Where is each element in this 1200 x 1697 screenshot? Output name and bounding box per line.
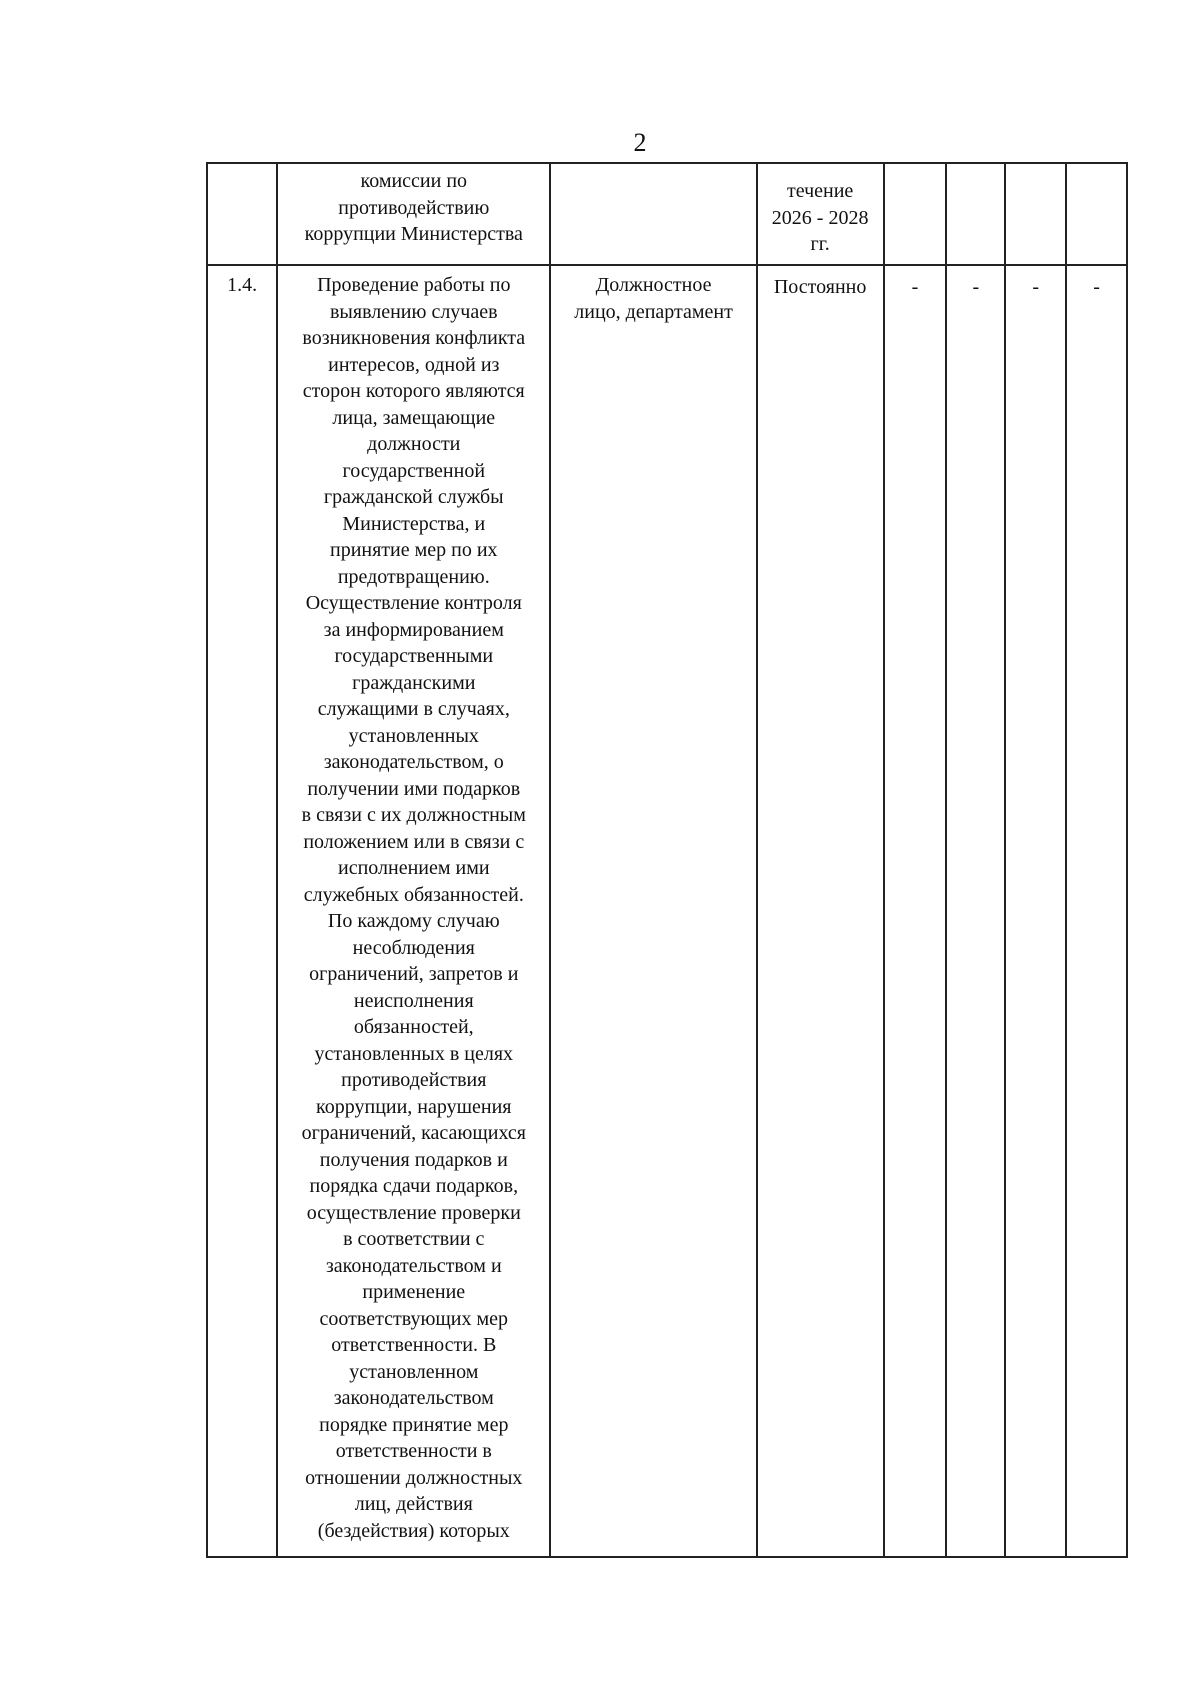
cell-responsible: Должностное лицо, департамент (550, 265, 756, 1557)
table-row (207, 265, 1127, 1557)
cell-extra (946, 163, 1005, 265)
cell-deadline: Постоянно (757, 265, 884, 1557)
cell-number: 1.4. (207, 265, 277, 1557)
cell-extra: - (884, 265, 947, 1557)
page-number: 2 (633, 128, 647, 157)
cell-extra: - (1005, 265, 1066, 1557)
cell-extra: - (946, 265, 1005, 1557)
cell-extra (1066, 163, 1127, 265)
cell-measure: комиссии по противодействию коррупции Министерства (277, 163, 550, 265)
cell-number (207, 163, 277, 265)
cell-deadline: течение 2026 - 2028 гг. (757, 163, 884, 265)
cell-extra: - (1066, 265, 1127, 1557)
cell-extra (884, 163, 947, 265)
cell-extra (1005, 163, 1066, 265)
cell-responsible (550, 163, 756, 265)
table-row (207, 163, 1127, 265)
measures-table (206, 162, 1128, 1558)
cell-measure: Проведение работы по выявлению случаев возникновения конфликта интересов, одной из сторон которого являются лица, замещающие должности государственной гражданской службы Министерства, и принятие мер по их предотвращению. Осуществление контроля за информированием государственными гражданскими служащими в случаях, установленных законодательством, о получении ими подарков в связи с их должностным положением или в связи с исполнением ими служебных обязанностей. По каждому случаю несоблюдения ограничений, запретов и неисполнения обязанностей, установленных в целях противодействия коррупции, нарушения ограничений, касающихся получения подарков и порядка сдачи подарков, осуществление проверки в соответствии с законодательством и применение соответствующих мер ответственности. В установленном законодательством порядке принятие мер ответственности в отношении должностных лиц, действия (бездействия) которых (277, 265, 550, 1557)
